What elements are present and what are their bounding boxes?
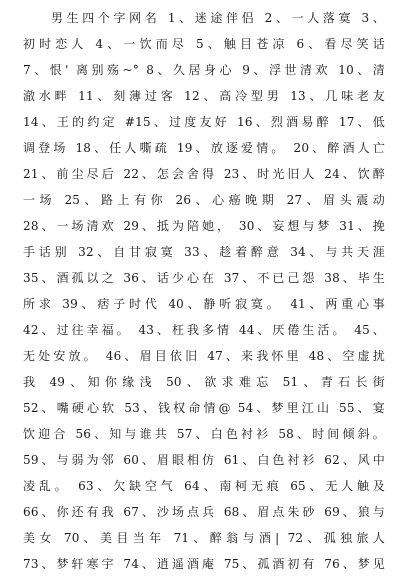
text-line: 35、酒孤以之 36、话少心在 37、不已己怨 38、毕生 [23, 271, 385, 285]
text-line: 21、前尘尽后 22、怎会舍得 23、时光旧人 24、饮醉 [23, 167, 385, 181]
text-line: 初时恋人 4、一饮而尽 5、触目苍凉 6、看尽笑话 [23, 37, 385, 51]
text-line: 澈水畔 11、刻薄过客 12、高冷型男 13、几味老友 [23, 89, 385, 103]
text-line: 手话别 32、自甘寂寞 33、趁着醉意 34、与共天涯 [23, 245, 385, 259]
text-line: 28、一场清欢 29、抵为陪她， 30、妄想与梦 31、挽 [23, 219, 385, 233]
text-line: 66、你还有我 67、沙场点兵 68、眉点朱砂 69、狼与 [23, 505, 385, 519]
text-line: 52、嘴硬心软 53、钱权命情@ 54、梦里江山 55、宴 [23, 401, 385, 415]
text-line: 美女 70、美目当年 71、醉翁与酒| 72、孤独旅人 [23, 531, 385, 545]
text-line: 73、梦轩寒宇 74、逍遥酒庵 75、孤酒初有 76、梦见 [23, 557, 385, 571]
text-line: 42、过往幸福。 43、枉我多情 44、厌倦生活。 45、 [23, 323, 385, 337]
text-line: 我 49、知你缘浅 50、欲求难忘 51、青石长街 [23, 375, 385, 389]
text-line: 饮迎合 56、知与谁共 57、白色衬衫 58、时间倾斜。 [23, 427, 385, 441]
text-line: 7、恨' 离别殇~° 8、久居身心 9、浮世清欢 10、清 [23, 63, 385, 77]
text-line: 一场 25、路上有你 26、心癌晚期 27、眉头震动 [23, 193, 385, 207]
text-line: 59、与弱为邻 60、眉眼相仿 61、白色衬衫 62、风中 [23, 453, 385, 467]
text-line: 无处安放。 46、眉目依旧 47、来我怀里 48、空虚扰 [23, 349, 385, 363]
text-line: 凌乱。 63、欠缺空气 64、南柯无痕 65、无人触及 [23, 479, 385, 493]
text-line: 男生四个字网名 1、迷途伴侣 2、一人落寞 3、 [51, 11, 385, 25]
text-line: 所求 39、痞子时代 40、静听寂寞。 41、两重心事 [23, 297, 385, 311]
text-line: 14、王的约定 #15、过度友好 16、烈酒易醉 17、低 [23, 115, 385, 129]
text-line: 调登场 18、任人嘶疏 19、放逐爱情。 20、醉酒人亡 [23, 141, 385, 155]
